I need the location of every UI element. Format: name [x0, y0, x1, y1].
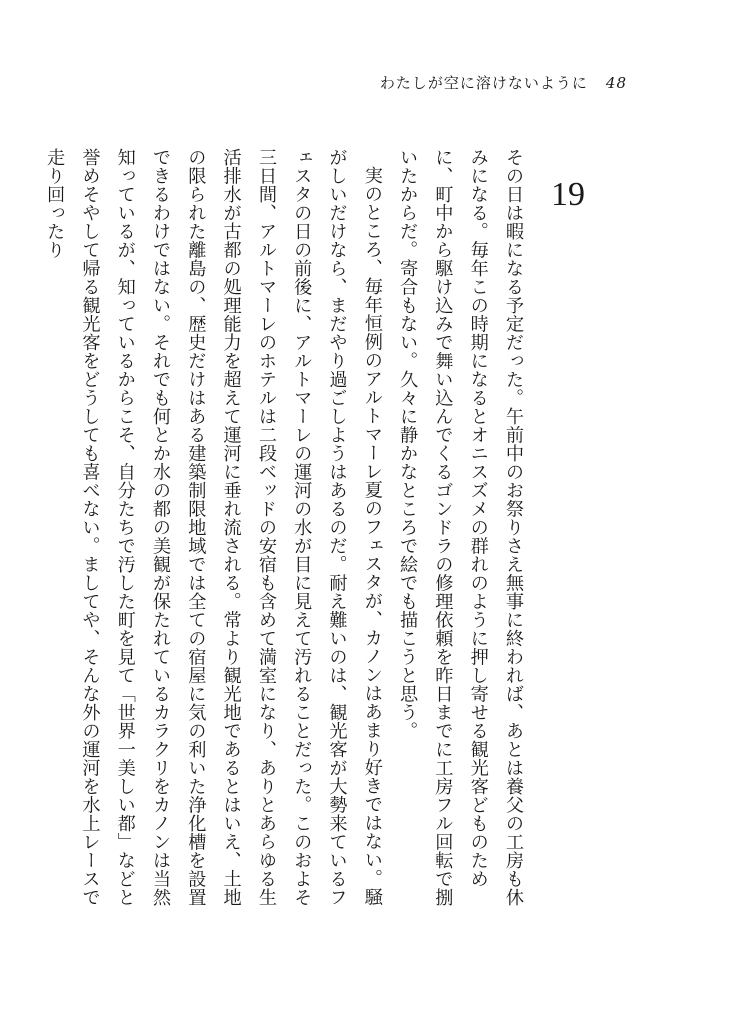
book-title: わたしが空に溶けないように: [379, 74, 588, 92]
running-head: [380, 72, 627, 93]
chapter-number: 19: [551, 176, 585, 213]
page-number: 48: [605, 74, 627, 92]
paragraph-2: 実のところ、毎年恒例のアルトマーレ夏のフェスタが、カノンはあまり好きではない。騒がしいだけなら、まだやり過ごしようはあるのだ。耐え難いのは、観光客が大勢来ているフェスタの日の前後に、アルトマーレの運河の水が目に見えて汚れることだった。このおよそ三日間、アルトマーレのホテルは二段ベッドの安宿も含めて満室になり、ありとあらゆる生活排水が古都の処理能力を超えて運河に垂れ流される。常より観光地であるとはいえ、土地の限られた離島の、歴史だけはある建築制限地域では全ての宿屋に気の利いた浄化槽を設置できるわけではない。それでも何とか水の都の美観が保たれているカラクリをカノンは当然知っているが、知っているからこそ、自分たちで汚した町を見て「世界一美しい都」などと誉めそやして帰る観光客をどうしても喜べない。ましてや、そんな外の運河を水上レースで走り回ったり: [44, 148, 383, 907]
body-text: [37, 148, 531, 918]
paragraph-1: その日は暇になる予定だった。午前中のお祭りさえ無事に終われば、あとは養父の工房も休みになる。毎年この時期になるとオニスズメの群れのように押し寄せる観光客どものために、町中から駆け込みで舞い込んでくるゴンドラの修理依頼を昨日までに工房フル回転で捌いたからだ。寄合もない。久々に静かなところで絵でも描こうと思う。: [397, 148, 524, 907]
